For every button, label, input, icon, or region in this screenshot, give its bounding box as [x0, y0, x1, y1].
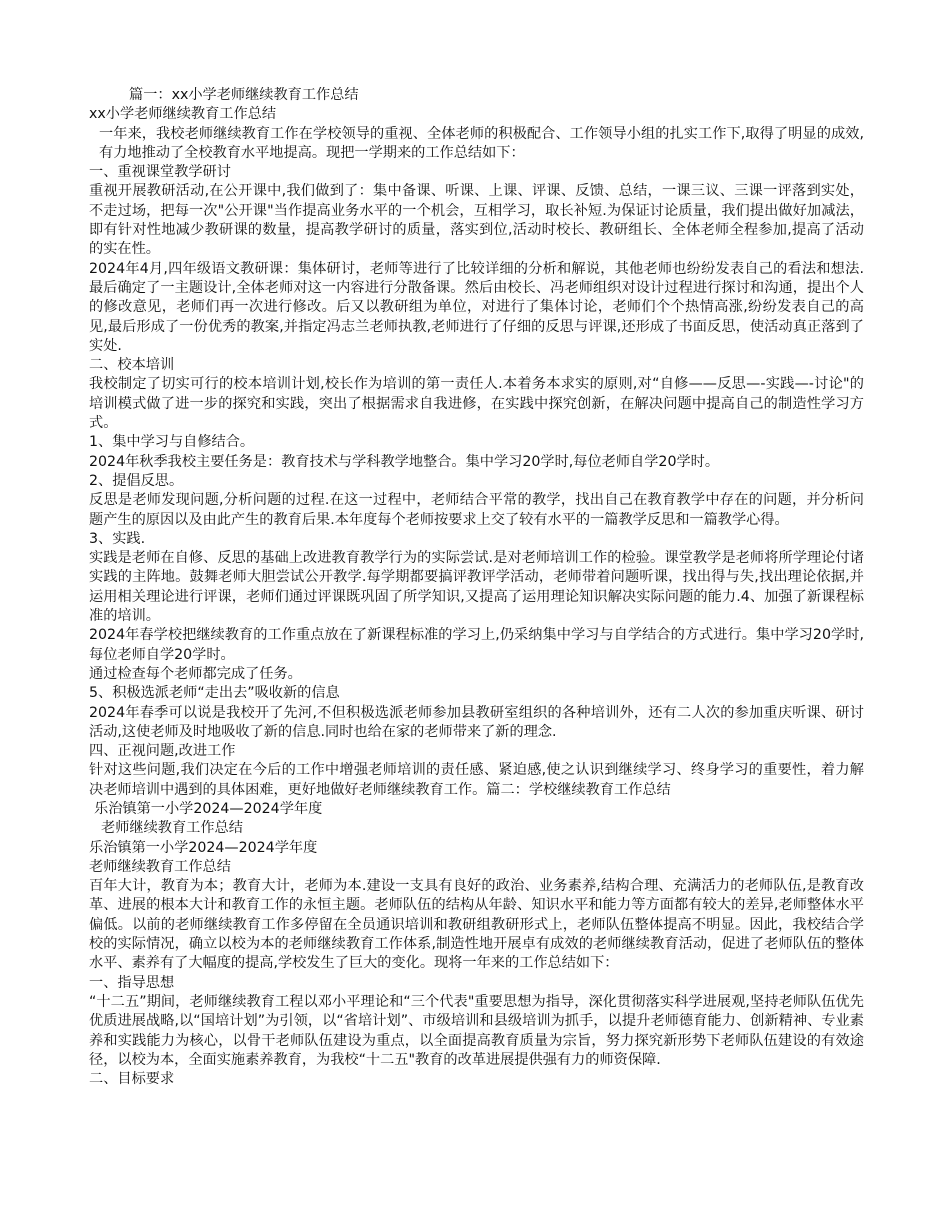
paragraph: 实践是老师在自修、反思的基础上改进教育教学行为的实际尝试.是对老师培训工作的检验。课堂教学是老师将所学理论付诸实践的主阵地。鼓舞老师大胆尝试公开教学.每学期都要搞评教评学活动，老师带着问题听课，找出得与失,找出理论依据,并运用相关理论进行评课，老师们通过评课既巩固了所学知识,又提高了运用理论知识解决实际问题的能力.4、加强了新课程标准的培训。 — [89, 550, 864, 625]
paragraph: 针对这些问题,我们决定在今后的工作中增强老师培训的责任感、紧迫感,使之认识到继续学习、终身学习的重要性，着力解决老师培训中遇到的具体困难，更好地做好老师继续教育工作。篇二：学校继续教育工作总结 — [89, 762, 864, 798]
paragraph: 反思是老师发现问题,分析问题的过程.在这一过程中，老师结合平常的教学，找出自己在教育教学中存在的问题，并分析问题产生的原因以及由此产生的教育后果.本年度每个老师按要求上交了较有水平的一篇教学反思和一篇教学心得。 — [89, 492, 864, 528]
paragraph: 通过检查每个老师都完成了任务。 — [89, 665, 302, 682]
paragraph: 百年大计，教育为本；教育大计，老师为本.建设一支具有良好的政治、业务素养,结构合理、充满活力的老师队伍,是教育改革、进展的根本大计和教育工作的永恒主题。老师队伍的结构从年龄、知识水平和能力等方面都有较大的差异,老师整体水平偏低。以前的老师继续教育工作多停留在全员通识培训和教研组教研形式上，老师队伍整体提高不明显。因此，我校结合学校的实际情况，确立以校为本的老师继续教育工作体系,制造性地开展卓有成效的老师继续教育活动，促进了老师队伍的整体水平、素养有了大幅度的提高,学校发生了巨大的变化。现将一年来的工作总结如下： — [89, 878, 864, 972]
paragraph: 2024年春季可以说是我校开了先河,不但积极选派老师参加县教研室组织的各种培训外，还有二人次的参加重庆听课、研讨活动,这使老师及时地吸收了新的信息.同时也给在家的老师带来了新的理念. — [89, 704, 864, 740]
school-heading: 乐治镇第一小学2024—2024学年度 — [89, 839, 318, 856]
subtitle: xx小学老师继续教育工作总结 — [89, 106, 277, 123]
sub-heading: 2、提倡反思。 — [89, 472, 184, 489]
paragraph: 2024年春学校把继续教育的工作重点放在了新课程标准的学习上,仍采纳集中学习与自学结合的方式进行。集中学习20学时,每位老师自学20学时。 — [89, 627, 864, 663]
report-heading: 老师继续教育工作总结 — [101, 820, 243, 837]
paragraph: 2024年4月,四年级语文教研课：集体研讨，老师等进行了比较详细的分析和解说，其他老师也纷纷发表自己的看法和想法.最后确定了一主题设计,全体老师对这一内容进行分散备课。然后由校长、冯老师组织对设计过程进行探讨和沟通，提出个人的修改意见，老师们再一次进行修改。后又以教研组为单位，对进行了集体讨论，老师们个个热情高涨,纷纷发表自己的高见,最后形成了一份优秀的教案,并指定冯志兰老师执教,老师进行了仔细的反思与评课,还形成了书面反思，使活动真正落到了实处. — [89, 260, 864, 354]
sub-heading: 5、积极选派老师“走出去”吸收新的信息 — [89, 685, 340, 702]
section-heading: 四、正视问题,改进工作 — [89, 743, 236, 760]
document-title: 篇一：xx小学老师继续教育工作总结 — [129, 87, 359, 103]
paragraph: “十二五”期间，老师继续教育工程以邓小平理论和“三个代表"重要思想为指导，深化贯彻落实科学进展观,坚持老师队伍优先优质进展战略,以“国培计划”为引领，以“省培计划”、市级培训和县级培训为抓手，以提升老师德育能力、创新精神、专业素养和实践能力为核心，以骨干老师队伍建设为重点，以全面提高教育质量为宗旨，努力探究新形势下老师队伍建设的有效途径，以校为本，全面实施素养教育，为我校“十二五"教育的改革进展提供强有力的师资保障. — [89, 993, 864, 1068]
paragraph: 重视开展教研活动,在公开课中,我们做到了：集中备课、听课、上课、评课、反馈、总结，一课三议、三课一评落到实处，不走过场，把每一次"公开课"当作提高业务水平的一个机会，互相学习，取长补短.为保证讨论质量，我们提出做好加减法，即有针对性地减少教研课的数量，提高教学研讨的质量，落实到位,活动时校长、教研组长、全体老师全程参加,提高了活动的实在性。 — [89, 183, 864, 258]
document-body — [89, 86, 864, 1089]
section-heading: 二、校本培训 — [89, 357, 175, 374]
paragraph: 一年来，我校老师继续教育工作在学校领导的重视、全体老师的积极配合、工作领导小组的扎实工作下,取得了明显的成效,有力地推动了全校教育水平地提高。现把一学期来的工作总结如下： — [99, 125, 864, 161]
section-heading: 一、指导思想 — [89, 974, 175, 991]
school-heading: 乐治镇第一小学2024—2024学年度 — [94, 800, 323, 817]
report-heading: 老师继续教育工作总结 — [89, 858, 231, 875]
paragraph: 2024年秋季我校主要任务是：教育技术与学科教学地整合。集中学习20学时,每位老师自学20学时。 — [89, 453, 720, 470]
paragraph: 我校制定了切实可行的校本培训计划,校长作为培训的第一责任人.本着务本求实的原则,对“自修——反思—-实践—-讨论"的培训模式做了进一步的探究和实践，突出了根据需求自我进修，在实践中探究创新，在解决问题中提高自己的制造性学习方式。 — [89, 376, 864, 432]
section-heading: 二、目标要求 — [89, 1071, 175, 1088]
sub-heading: 3、实践. — [89, 530, 146, 547]
sub-heading: 1、集中学习与自修结合。 — [89, 434, 255, 451]
section-heading: 一、重视课堂教学研讨 — [89, 164, 231, 181]
